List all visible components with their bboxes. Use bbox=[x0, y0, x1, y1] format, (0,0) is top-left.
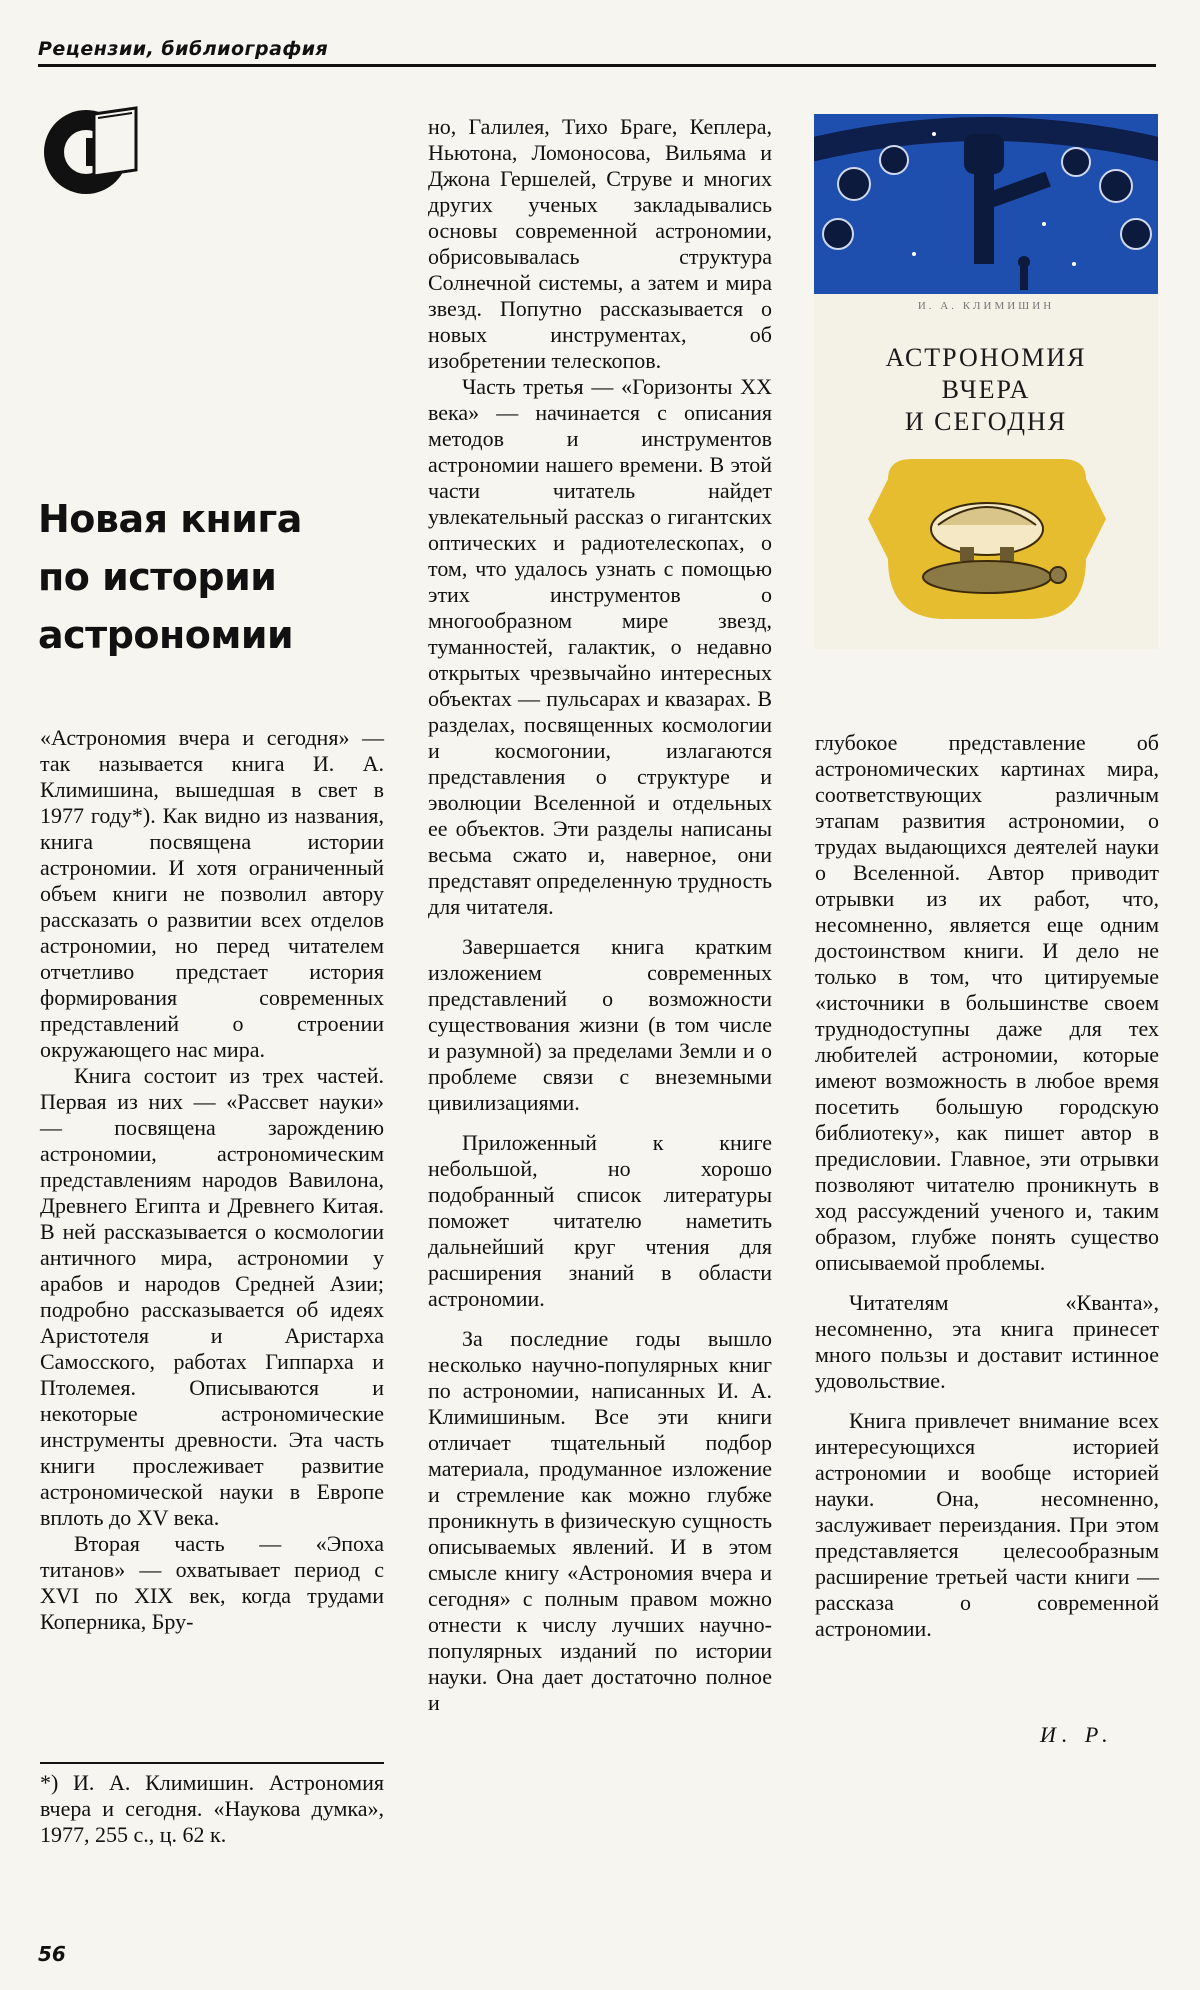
cover-title-line: И СЕГОДНЯ bbox=[904, 407, 1068, 436]
paragraph: Книга состоит из трех частей. Первая из них — «Рассвет науки» — посвящена зарождению астрономии, астрономическим представлениям народов Вавилона, Древнего Египта и Древнего Китая. В ней рассказывается о космологии античного мира, астрономии у арабов и народов Средней Азии; подробно рассказывается об идеях Аристотеля и Аристарха Самосского, работах Гиппарха и Птолемея. Описываются и некоторые астрономические инструменты древности. Эта часть книги прослеживает развитие астрономической науки в Европе вплоть до XV века. bbox=[40, 1063, 384, 1530]
paragraph: Приложенный к книге небольшой, но хорошо подобранный список литературы поможет читателю наметить дальнейший круг чтения для расширения знаний в области астрономии. bbox=[428, 1130, 772, 1311]
author-signature: И. Р. bbox=[1040, 1722, 1114, 1747]
article-column-1 bbox=[40, 725, 384, 1635]
paragraph: За последние годы вышло несколько научно-популярных книг по астрономии, написанных И. А. Климишиным. Все эти книги отличает тщательный подбор материала, продуманное изложение и стремление как можно глубже проникнуть в физическую сущность описываемых явлений. И в этом смысле книгу «Астрономия вчера и сегодня» с полным правом можно отнести к числу лучших научно-популярных изданий по истории науки. Она дает достаточно полное и bbox=[428, 1326, 772, 1715]
article-column-3 bbox=[815, 730, 1159, 1642]
paragraph: Читателям «Кванта», несомненно, эта книга принесет много пользы и доставит истинное удовольствие. bbox=[815, 1290, 1159, 1393]
article-title bbox=[38, 490, 378, 664]
paragraph: Вторая часть — «Эпоха титанов» — охватывает период с XVI по XIX век, когда трудами Коперника, Бру- bbox=[40, 1531, 384, 1634]
article-title-line: по истории bbox=[38, 555, 277, 599]
paragraph: Завершается книга кратким изложением современных представлений о возможности существования жизни (в том числе и разумной) за пределами Земли и о проблеме связи с внеземными цивилизациями. bbox=[428, 934, 772, 1115]
cover-author: И. А. КЛИМИШИН bbox=[917, 300, 1055, 312]
cover-title-line: АСТРОНОМИЯ bbox=[885, 343, 1087, 372]
book-cover-image bbox=[814, 114, 1158, 649]
cover-starry-sky-icon bbox=[814, 114, 1158, 294]
cover-title-line: ВЧЕРА bbox=[941, 375, 1031, 404]
footnote: *) И. А. Климишин. Астрономия вчера и сегодня. «Наукова думка», 1977, 255 с., ц. 62 к. bbox=[40, 1770, 384, 1847]
paragraph: глубокое представление об астрономических картинах мира, соответствующих различным этапам развития астрономии, о трудах выдающихся деятелей науки о Вселенной. Автор приводит отрывки из их работ, что, несомненно, является еще одним достоинством книги. И дело не только в том, что цитируемые «источники в большинстве своем труднодоступны даже для тех любителей астрономии, которые имеют возможность в любое время посетить большую городскую библиотеку», как пишет автор в предисловии. Главное, эти отрывки позволяют читателю проникнуть в ход рассуждений ученого и, таким образом, глубже понять существо описываемой проблемы. bbox=[815, 730, 1159, 1275]
article-title-line: Новая книга bbox=[38, 497, 302, 541]
article-title-line: астрономии bbox=[38, 613, 294, 657]
cover-turtle-elephants-icon bbox=[868, 459, 1106, 619]
page-number: 56 bbox=[38, 1942, 66, 1966]
rubric-logo-icon bbox=[38, 100, 148, 200]
article-column-2 bbox=[428, 114, 772, 1716]
paragraph: «Астрономия вчера и сегодня» — так называется книга И. А. Климишина, вышедшая в свет в 1977 году*). Как видно из названия, книга посвящена истории астрономии. И хотя ограниченный объем книги не позволил автору рассказать о развитии всех отделов астрономии, но перед читателем отчетливо предстает история формирования современных представлений о строении окружающего нас мира. bbox=[40, 725, 384, 1062]
paragraph: но, Галилея, Тихо Браге, Кеплера, Ньютона, Ломоносова, Вильяма и Джона Гершелей, Струве и многих других ученых закладывались основы современной астрономии, обрисовывалась структура Солнечной системы, а затем и мира звезд. Попутно рассказывается о новых инструментах, об изобретении телескопов. bbox=[428, 114, 772, 373]
section-title: Рецензии, библиография bbox=[38, 38, 329, 60]
paragraph: Часть третья — «Горизонты XX века» — начинается с описания методов и инструментов астрономии нашего времени. В этой части читатель найдет увлекательный рассказ о гигантских оптических и радиотелескопах, о том, что удалось узнать с помощью этих инструментов о многообразном мире звезд, туманностей, галактик, о недавно открытых чрезвычайно интересных объектах — пульсарах и квазарах. В разделах, посвященных космологии и космогонии, излагаются представления о структуре и эволюции Вселенной и отдельных ее объектов. Эти разделы написаны весьма сжато и, наверное, они представят определенную трудность для читателя. bbox=[428, 374, 772, 919]
cover-title bbox=[814, 342, 1158, 438]
footnote-rule bbox=[40, 1762, 384, 1764]
paragraph: Книга привлечет внимание всех интересующихся историей астрономии и вообще историей науки. Она, несомненно, заслуживает переиздания. При этом представляется целесообразным расширение третьей части книги — рассказа о современной астрономии. bbox=[815, 1408, 1159, 1641]
section-header bbox=[38, 34, 1156, 67]
